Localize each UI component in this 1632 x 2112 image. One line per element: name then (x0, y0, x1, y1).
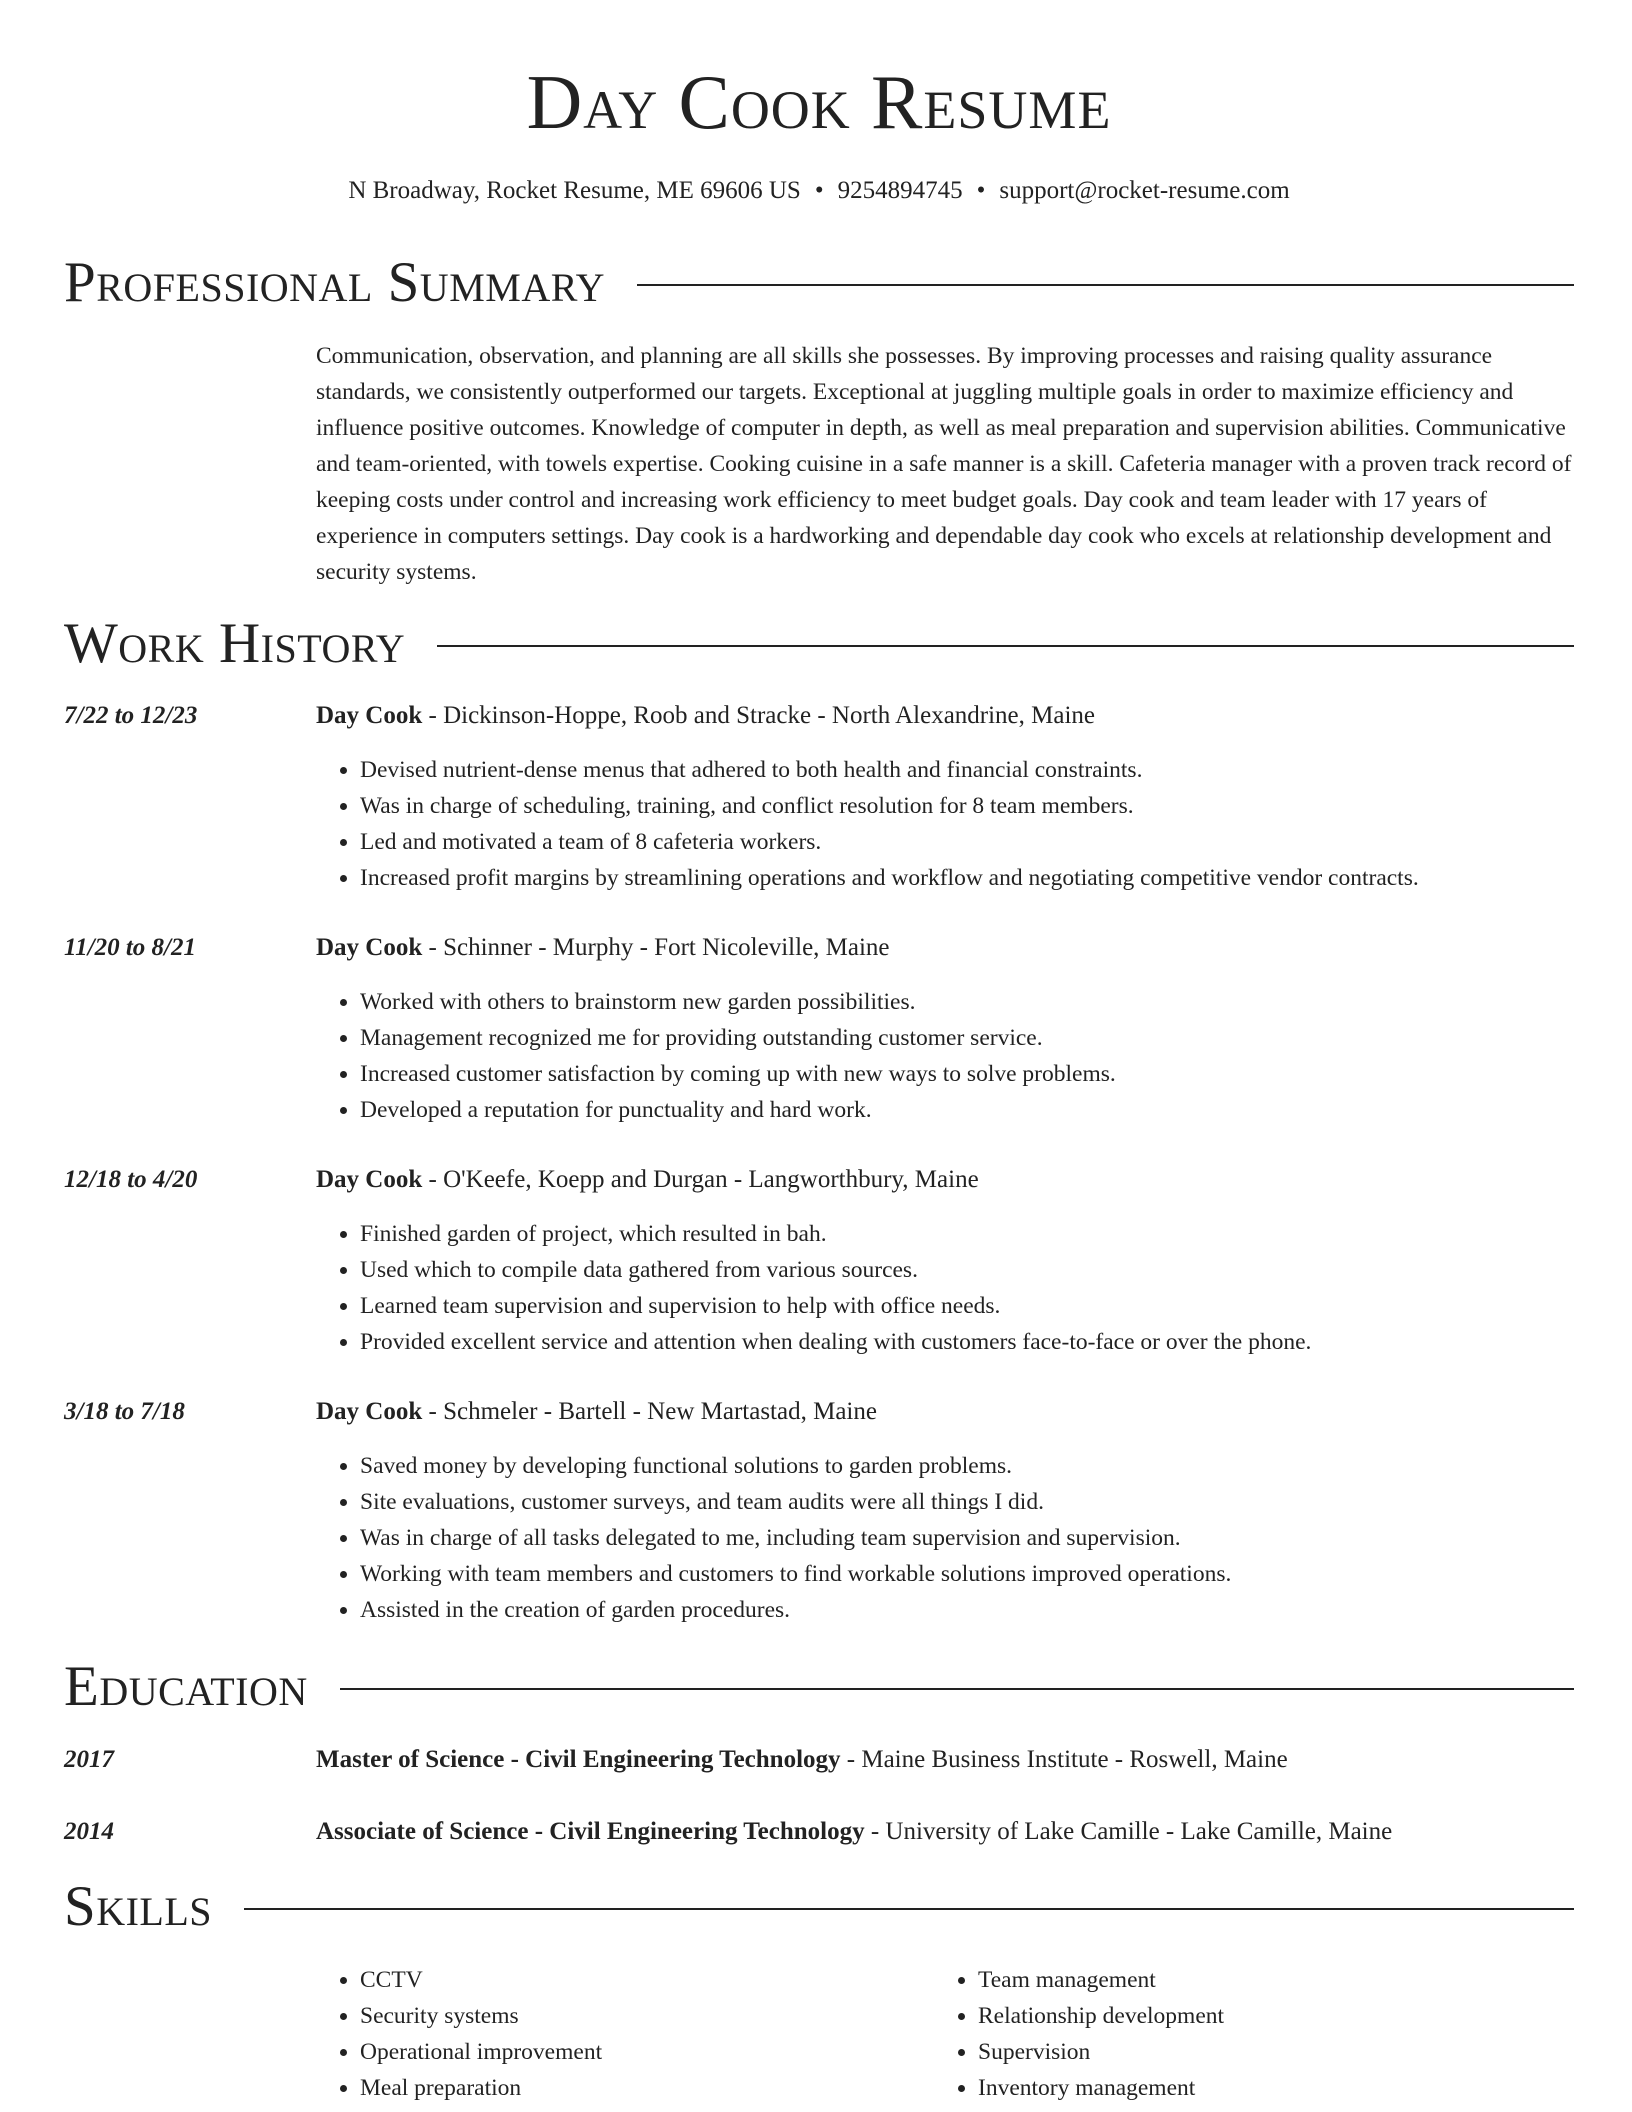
education-degree: Associate of Science - Civil Engineering Technology (316, 1818, 865, 1845)
list-item: • Working with team members and customers to find workable solutions improved operations. (360, 1556, 1618, 1592)
job-bullets (316, 1216, 1618, 1360)
list-item: • Finished garden of project, which resulted in bah. (360, 1216, 1618, 1252)
list-item: • Learned team supervision and supervision to help with office needs. (360, 1288, 1618, 1324)
list-item: • Worked with others to brainstorm new garden possibilities. (360, 984, 1618, 1020)
list-item: • Management recognized me for providing outstanding customer service. (360, 1020, 1618, 1056)
contact-email: support@rocket-resume.com (999, 177, 1290, 204)
list-item: • Saved money by developing functional solutions to garden problems. (360, 1448, 1618, 1484)
list-item: • Led and motivated a team of 8 cafeteria workers. (360, 824, 1618, 860)
job-bullets (316, 752, 1618, 896)
skills-column-left (316, 1962, 920, 2106)
job-employer: - Schinner - Murphy - Fort Nicoleville, Maine (422, 934, 890, 961)
list-item: • Supervision (978, 2034, 1578, 2070)
skills-section-title: Skills (64, 1875, 213, 1938)
job-title (316, 698, 1574, 734)
list-item: • Used which to compile data gathered from various sources. (360, 1252, 1618, 1288)
skills-section-header (64, 1874, 1574, 1940)
list-item: • CCTV (360, 1962, 920, 1998)
list-item: • Increased profit margins by streamlining operations and workflow and negotiating competitive vendor contracts. (360, 860, 1618, 896)
list-item: • Provided excellent service and attention when dealing with customers face-to-face or over the phone. (360, 1324, 1618, 1360)
job-employer: - Schmeler - Bartell - New Martastad, Maine (422, 1398, 877, 1425)
job-employer: - Dickinson-Hoppe, Roob and Stracke - North Alexandrine, Maine (422, 702, 1096, 729)
contact-separator: • (976, 177, 986, 204)
section-divider (340, 1688, 1574, 1690)
job-title (316, 930, 1574, 966)
education-section-title: Education (64, 1655, 308, 1718)
list-item: • Inventory management (978, 2070, 1578, 2106)
job-dates: 12/18 to 4/20 (64, 1166, 198, 1193)
job-dates: 3/18 to 7/18 (64, 1398, 185, 1425)
list-item: • Relationship development (978, 1998, 1578, 2034)
job-role: Day Cook (316, 702, 423, 729)
education-title (316, 1742, 1574, 1778)
contact-address: N Broadway, Rocket Resume, ME 69606 US (348, 177, 801, 204)
education-year: 2014 (64, 1818, 114, 1845)
job-title (316, 1394, 1574, 1430)
education-degree: Master of Science - Civil Engineering Technology (316, 1746, 841, 1773)
list-item: • Devised nutrient-dense menus that adhered to both health and financial constraints. (360, 752, 1618, 788)
job-role: Day Cook (316, 934, 423, 961)
contact-phone: 9254894745 (837, 177, 963, 204)
contact-separator: • (814, 177, 824, 204)
list-item: • Security systems (360, 1998, 920, 2034)
education-institution: - University of Lake Camille - Lake Camille, Maine (864, 1818, 1393, 1845)
job-employer: - O'Keefe, Koepp and Durgan - Langworthbury, Maine (422, 1166, 979, 1193)
list-item: • Operational improvement (360, 2034, 920, 2070)
job-dates: 7/22 to 12/23 (64, 702, 198, 729)
work-section-header (64, 611, 1574, 677)
section-divider (437, 645, 1574, 647)
summary-text: Communication, observation, and planning are all skills she possesses. By improving processes and raising quality assurance standards, we consistently outperformed our targets. Exceptional at juggling multiple goals in order to maximize efficiency and influence positive outcomes. Knowledge of computer in depth, as well as meal preparation and supervision abilities. Communicative and team-oriented, with towels expertise. Cooking cuisine in a safe manner is a skill. Cafeteria manager with a proven track record of keeping costs under control and increasing work efficiency to meet budget goals. Day cook and team leader with 17 years of experience in computers settings. Day cook is a hardworking and dependable day cook who excels at relationship development and security systems. (316, 343, 1572, 585)
work-section-title: Work History (64, 612, 406, 675)
job-dates: 11/20 to 8/21 (64, 934, 196, 961)
list-item: • Was in charge of all tasks delegated to me, including team supervision and supervision. (360, 1520, 1618, 1556)
education-title (316, 1814, 1574, 1850)
list-item: • Was in charge of scheduling, training, and conflict resolution for 8 team members. (360, 788, 1618, 824)
section-divider (244, 1908, 1574, 1910)
list-item: • Developed a reputation for punctuality and hard work. (360, 1092, 1618, 1128)
summary-section-header (64, 250, 1574, 316)
resume-name: Day Cook Resume (526, 59, 1112, 145)
job-role: Day Cook (316, 1398, 423, 1425)
section-divider (637, 284, 1574, 286)
job-title (316, 1162, 1574, 1198)
contact-line (64, 174, 1574, 208)
list-item: • Team management (978, 1962, 1578, 1998)
education-institution: - Maine Business Institute - Roswell, Maine (840, 1746, 1288, 1773)
list-item: • Increased customer satisfaction by coming up with new ways to solve problems. (360, 1056, 1618, 1092)
job-bullets (316, 1448, 1618, 1628)
job-role: Day Cook (316, 1166, 423, 1193)
education-year: 2017 (64, 1746, 114, 1773)
skills-column-right (934, 1962, 1578, 2106)
list-item: • Assisted in the creation of garden procedures. (360, 1592, 1618, 1628)
list-item: • Site evaluations, customer surveys, and team audits were all things I did. (360, 1484, 1618, 1520)
job-bullets (316, 984, 1618, 1128)
education-section-header (64, 1654, 1574, 1720)
summary-section-title: Professional Summary (64, 251, 606, 314)
list-item: • Meal preparation (360, 2070, 920, 2106)
